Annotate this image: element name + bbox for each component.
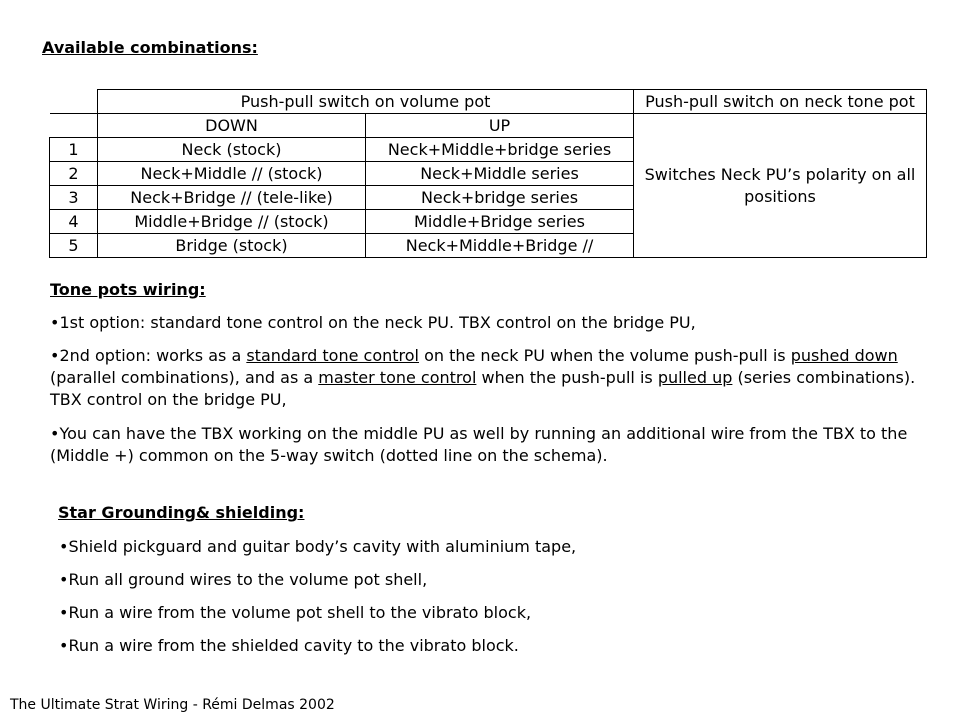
option2-underlined: pushed down	[790, 346, 898, 365]
column-header-up: UP	[366, 114, 634, 138]
row-number: 4	[50, 210, 98, 234]
table-subheader-row	[50, 114, 927, 138]
option2-text: (series combinations). TBX control on the bridge PU,	[50, 368, 916, 409]
tone-option-3: •You can have the TBX working on the middle PU as well by running an additional wire from the TBX to the (Middle +) common on the 5-way switch (dotted line on the schema).	[50, 424, 908, 465]
down-combination: Neck+Middle // (stock)	[98, 162, 366, 186]
option2-text: (parallel combinations), and as a	[50, 368, 319, 387]
option2-underlined: standard tone control	[246, 346, 419, 365]
tone-option-1: •1st option: standard tone control on the neck PU. TBX control on the bridge PU,	[50, 313, 696, 332]
star-item: •Shield pickguard and guitar body’s cavity with aluminium tape,	[59, 537, 577, 556]
heading-tone-pots-wiring: Tone pots wiring:	[50, 280, 206, 299]
star-item: •Run a wire from the volume pot shell to the vibrato block,	[59, 603, 532, 622]
up-combination: Middle+Bridge series	[366, 210, 634, 234]
down-combination: Neck (stock)	[98, 138, 366, 162]
option2-text: when the push-pull is	[476, 368, 658, 387]
star-item: •Run all ground wires to the volume pot shell,	[59, 570, 428, 589]
up-combination: Neck+bridge series	[366, 186, 634, 210]
row-number: 5	[50, 234, 98, 258]
table-corner-cell	[50, 114, 98, 138]
table-header-row	[50, 90, 927, 114]
heading-star-grounding: Star Grounding& shielding:	[58, 503, 305, 522]
table-corner-cell	[50, 90, 98, 114]
row-number: 2	[50, 162, 98, 186]
option2-text: •2nd option: works as a	[50, 346, 247, 365]
column-header-down: DOWN	[98, 114, 366, 138]
down-combination: Neck+Bridge // (tele-like)	[98, 186, 366, 210]
up-combination: Neck+Middle+bridge series	[366, 138, 634, 162]
up-combination: Neck+Middle series	[366, 162, 634, 186]
footer-credit: The Ultimate Strat Wiring - Rémi Delmas 2002	[10, 697, 335, 713]
volume-push-pull-header: Push-pull switch on volume pot	[98, 90, 634, 114]
down-combination: Bridge (stock)	[98, 234, 366, 258]
row-number: 1	[50, 138, 98, 162]
down-combination: Middle+Bridge // (stock)	[98, 210, 366, 234]
up-combination: Neck+Middle+Bridge //	[366, 234, 634, 258]
row-number: 3	[50, 186, 98, 210]
heading-available-combinations: Available combinations:	[42, 38, 258, 57]
polarity-cell: Switches Neck PU’s polarity on all positions	[634, 114, 927, 258]
option2-text: on the neck PU when the volume push-pull is	[418, 346, 791, 365]
tone-push-pull-header: Push-pull switch on neck tone pot	[634, 90, 927, 114]
tone-option-2	[50, 345, 930, 411]
option2-underlined: pulled up	[657, 368, 733, 387]
star-item: •Run a wire from the shielded cavity to the vibrato block.	[59, 636, 519, 655]
option2-underlined: master tone control	[318, 368, 477, 387]
combinations-table	[49, 89, 927, 258]
